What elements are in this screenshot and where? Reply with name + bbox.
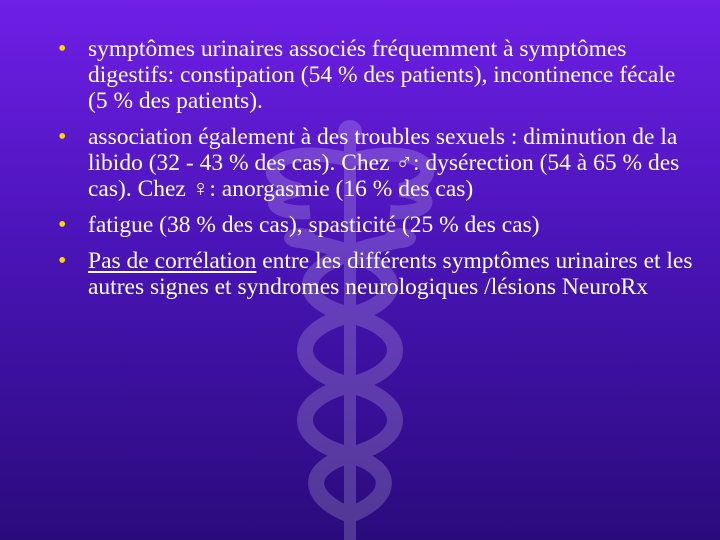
bullet-text: association également à des troubles sexuels : diminution de la libido (32 - 43 % des cas). Chez ♂: dysérection (54 à 65 % des cas). Chez ♀: anorgasmie (16 % des cas) xyxy=(88,124,680,202)
bullet-item-sexual-disorders xyxy=(58,124,698,202)
bullet-text: entre les différents symptômes urinaires et les autres signes et syndromes neurologiques /lésions NeuroRx xyxy=(88,248,693,300)
bullet-icon: • xyxy=(58,36,67,62)
bullet-icon: • xyxy=(58,124,67,150)
bullet-item-fatigue xyxy=(58,212,698,238)
underlined-phrase: Pas de corrélation xyxy=(88,248,257,274)
bullet-icon: • xyxy=(58,248,67,274)
bullet-item-correlation xyxy=(58,248,698,300)
slide-content xyxy=(58,36,698,310)
bullet-item-urinary-digestive xyxy=(58,36,698,114)
bullet-icon: • xyxy=(58,212,67,238)
bullet-text: fatigue (38 % des cas), spasticité (25 % des cas) xyxy=(88,212,540,238)
bullet-text: symptômes urinaires associés fréquemment à symptômes digestifs: constipation (54 % des patients), incontinence fécale (5 % des patients). xyxy=(88,36,676,114)
bullet-list xyxy=(58,36,698,300)
